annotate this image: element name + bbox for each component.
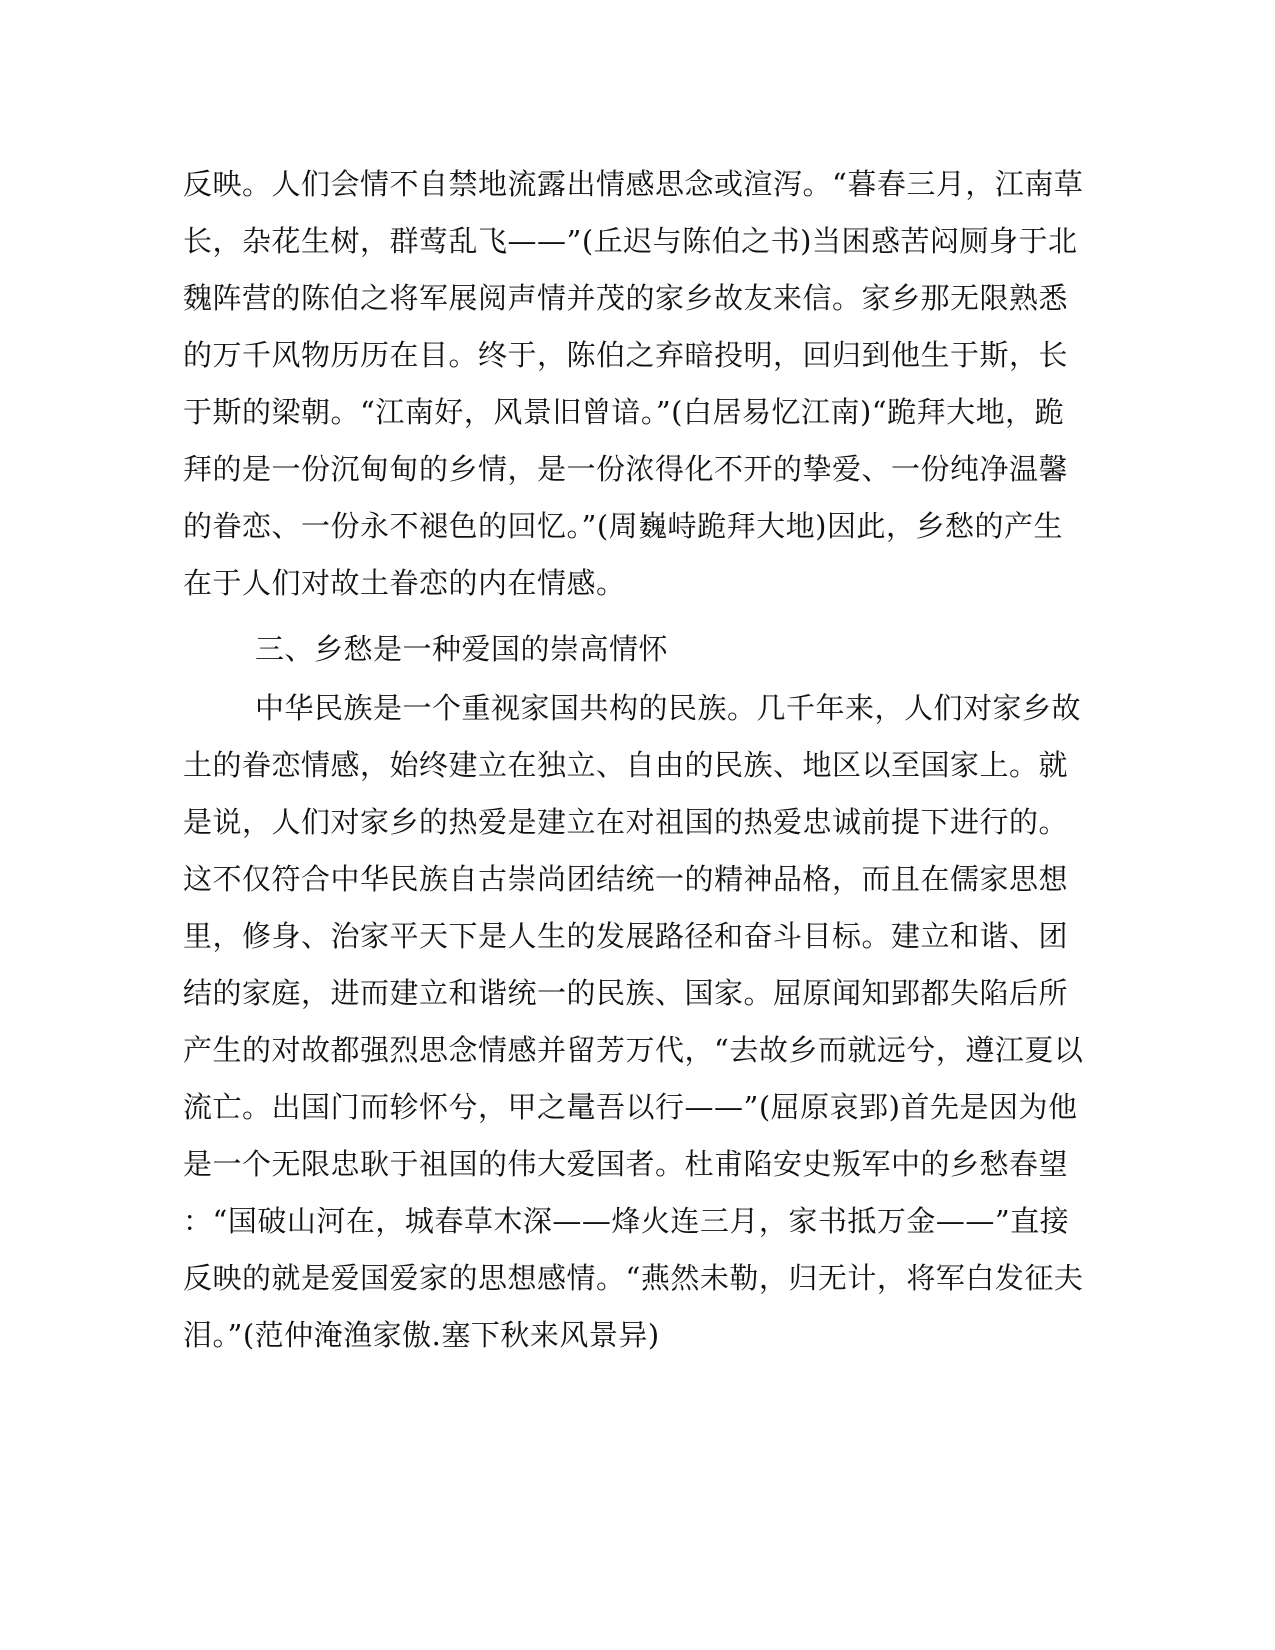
paragraph-line: 产生的对故都强烈思念情感并留芳万代，“去故乡而就远兮，遵江夏以 bbox=[183, 1033, 1084, 1067]
paragraph-line: 里，修身、治家平天下是人生的发展路径和奋斗目标。建立和谐、团 bbox=[183, 919, 1069, 953]
paragraph-line: 的万千风物历历在目。终于，陈伯之弃暗投明，回归到他生于斯，长 bbox=[183, 338, 1069, 372]
paragraph-line: 的眷恋、一份永不褪色的回忆。”(周巍峙跪拜大地)因此，乡愁的产生 bbox=[183, 509, 1063, 543]
paragraph-line: 反映的就是爱国爱家的思想感情。“燕然未勒，归无计，将军白发征夫 bbox=[183, 1261, 1084, 1295]
paragraph-line: 拜的是一份沉甸甸的乡情，是一份浓得化不开的挚爱、一份纯净温馨 bbox=[183, 452, 1069, 486]
paragraph-line: 是说，人们对家乡的热爱是建立在对祖国的热爱忠诚前提下进行的。 bbox=[183, 805, 1069, 839]
paragraph-line: 结的家庭，进而建立和谐统一的民族、国家。屈原闻知郢都失陷后所 bbox=[183, 976, 1069, 1010]
paragraph-line: 于斯的梁朝。“江南好，风景旧曾谙。”(白居易忆江南)“跪拜大地，跪 bbox=[183, 395, 1065, 429]
paragraph-line: 魏阵营的陈伯之将军展阅声情并茂的家乡故友来信。家乡那无限熟悉 bbox=[183, 281, 1069, 315]
paragraph-line: 土的眷恋情感，始终建立在独立、自由的民族、地区以至国家上。就 bbox=[183, 748, 1069, 782]
paragraph-line: 是一个无限忠耿于祖国的伟大爱国者。杜甫陷安史叛军中的乡愁春望 bbox=[183, 1147, 1069, 1181]
paragraph-line: 流亡。出国门而轸怀兮，甲之鼌吾以行——”(屈原哀郢)首先是因为他 bbox=[183, 1090, 1078, 1124]
paragraph-line: 反映。人们会情不自禁地流露出情感思念或渲泻。“暮春三月，江南草 bbox=[183, 167, 1084, 201]
paragraph-line: 这不仅符合中华民族自古崇尚团结统一的精神品格，而且在儒家思想 bbox=[183, 862, 1069, 896]
paragraph-line: 在于人们对故土眷恋的内在情感。 bbox=[183, 566, 626, 600]
section-heading: 三、乡愁是一种爱国的崇高情怀 bbox=[255, 632, 669, 666]
paragraph-line: 长，杂花生树，群莺乱飞——”(丘迟与陈伯之书)当困惑苦闷厕身于北 bbox=[183, 224, 1078, 258]
paragraph-line: ：“国破山河在，城春草木深——烽火连三月，家书抵万金——”直接 bbox=[183, 1204, 1070, 1238]
paragraph-line: 泪。”(范仲淹渔家傲.塞下秋来风景异) bbox=[183, 1318, 660, 1352]
paragraph-line: 中华民族是一个重视家国共构的民族。几千年来，人们对家乡故 bbox=[255, 691, 1082, 725]
